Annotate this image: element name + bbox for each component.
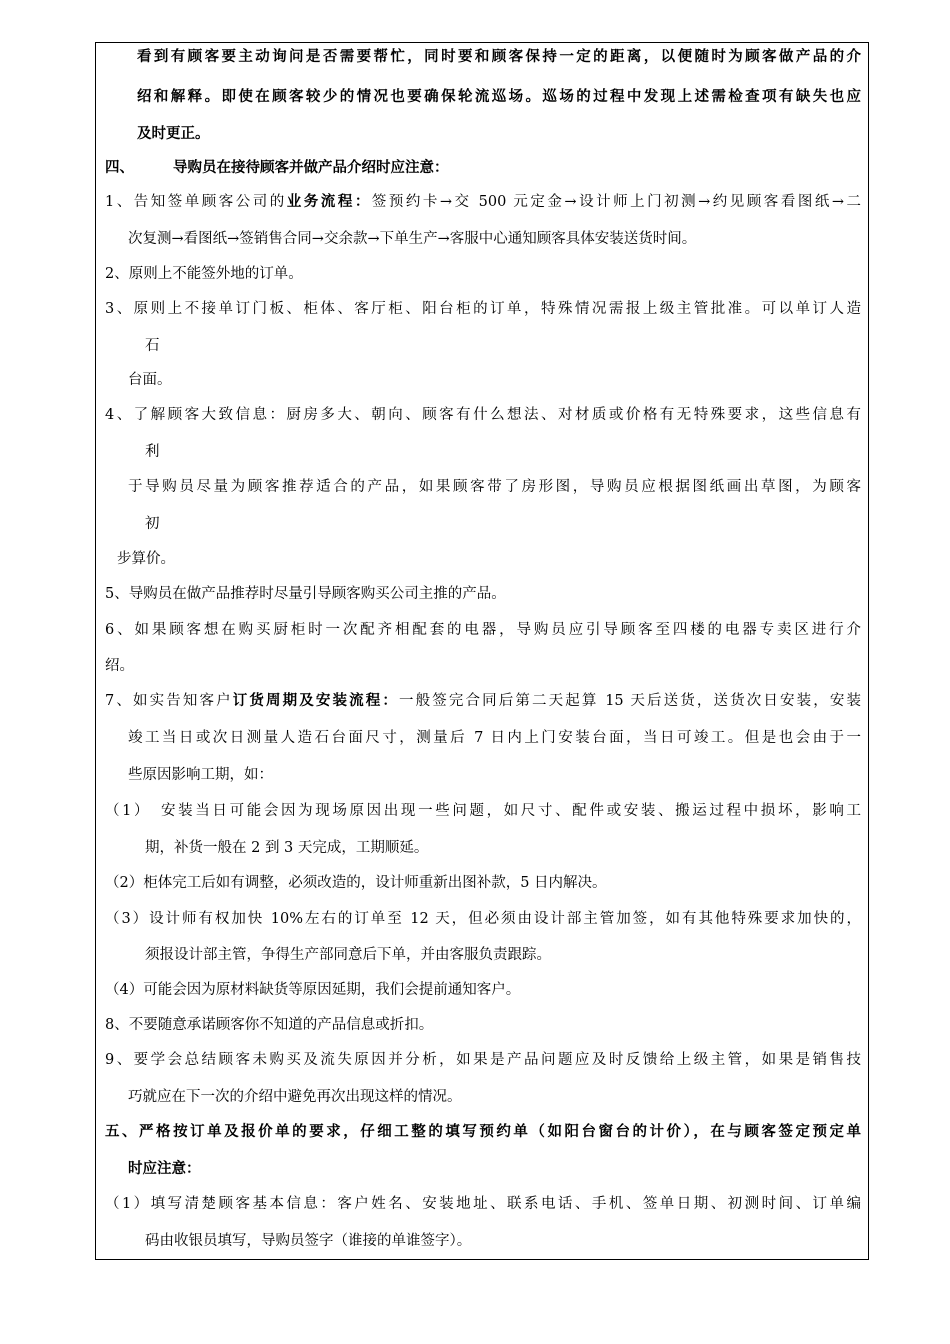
- text-line: 竣工当日或次日测量人造石台面尺寸，测量后 7 日内上门安装台面，当日可竣工。但是也会由于一: [128, 730, 861, 746]
- text-line: （2）柜体完工后如有调整，必须改造的，设计师重新出图补款，5 日内解决。: [105, 875, 607, 891]
- text-line: 看到有顾客要主动询问是否需要帮忙，同时要和顾客保持一定的距离，以便随时为顾客做产品的介: [137, 48, 861, 65]
- text-line: 期，补货一般在 2 到 3 天完成，工期顺延。: [145, 840, 429, 856]
- text-line: （1）填写清楚顾客基本信息：客户姓名、安装地址、联系电话、手机、签单日期、初测时间、订单编: [105, 1196, 861, 1212]
- section-heading: 时应注意：: [128, 1160, 201, 1177]
- emphasis-text: 业务流程：: [286, 193, 372, 210]
- text-line: 7、如实告知客户订货周期及安装流程：一般签完合同后第二天起算 15 天后送货，送货次日安装，安装: [105, 692, 862, 709]
- section-heading: 导购员在接待顾客并做产品介绍时应注意：: [173, 159, 449, 176]
- section-heading: 五、严格按订单及报价单的要求，仔细工整的填写预约单（如阳台窗台的计价），在与顾客签定预定单: [105, 1123, 861, 1140]
- text-line: （4）可能会因为原材料缺货等原因延期，我们会提前通知客户。: [105, 982, 521, 998]
- emphasis-text: 订货周期及安装流程：: [232, 692, 399, 709]
- text-line: 步算价。: [117, 551, 175, 567]
- text-line: 绍和解释。即使在顾客较少的情况也要确保轮流巡场。巡场的过程中发现上述需检查项有缺失也应: [137, 88, 861, 105]
- text-line: 9、要学会总结顾客未购买及流失原因并分析，如果是产品问题应及时反馈给上级主管，如果是销售技: [105, 1052, 861, 1068]
- text-line: 次复测→看图纸→签销售合同→交余款→下单生产→客服中心通知顾客具体安装送货时间。: [128, 231, 697, 247]
- text-line: （3）设计师有权加快 10%左右的订单至 12 天，但必须由设计部主管加签，如有其他特殊要求加快的，: [105, 911, 861, 927]
- text-line: 3、原则上不接单订门板、柜体、客厅柜、阳台柜的订单，特殊情况需报上级主管批准。可以单订人造: [105, 301, 861, 317]
- text-line: 2、原则上不能签外地的订单。: [105, 266, 303, 282]
- text-line: 台面。: [128, 372, 172, 388]
- text-line: 4、了解顾客大致信息：厨房多大、朝向、顾客有什么想法、对材质或价格有无特殊要求，这些信息有: [105, 407, 861, 423]
- text-line: 码由收银员填写，导购员签字（谁接的单谁签字）。: [145, 1233, 472, 1249]
- text-line: 1、告知签单顾客公司的业务流程：签预约卡→交 500 元定金→设计师上门初测→约见顾客看图纸→二: [105, 193, 861, 210]
- text-line: 绍。: [105, 658, 134, 674]
- text-line: 6、如果顾客想在购买厨柜时一次配齐相配套的电器，导购员应引导顾客至四楼的电器专卖区进行介: [105, 622, 861, 638]
- document-frame: [95, 42, 869, 1260]
- text-line: 些原因影响工期，如：: [128, 767, 273, 783]
- text-line: 须报设计部主管，争得生产部同意后下单，并由客服负责跟踪。: [145, 947, 551, 963]
- text-line: 石: [145, 338, 160, 354]
- text-line: 利: [145, 444, 160, 460]
- text-line: （1） 安装当日可能会因为现场原因出现一些问题，如尺寸、配件或安装、搬运过程中损坏，影响工: [105, 803, 861, 819]
- section-number: 四、: [105, 159, 134, 176]
- text-line: 于导购员尽量为顾客推荐适合的产品，如果顾客带了房形图，导购员应根据图纸画出草图，为顾客: [128, 479, 861, 495]
- text-line: 初: [145, 516, 160, 532]
- text-line: 5、导购员在做产品推荐时尽量引导顾客购买公司主推的产品。: [105, 586, 506, 602]
- text-line: 8、不要随意承诺顾客你不知道的产品信息或折扣。: [105, 1017, 434, 1033]
- text-line: 巧就应在下一次的介绍中避免再次出现这样的情况。: [128, 1089, 462, 1105]
- text-line: 及时更正。: [137, 125, 210, 142]
